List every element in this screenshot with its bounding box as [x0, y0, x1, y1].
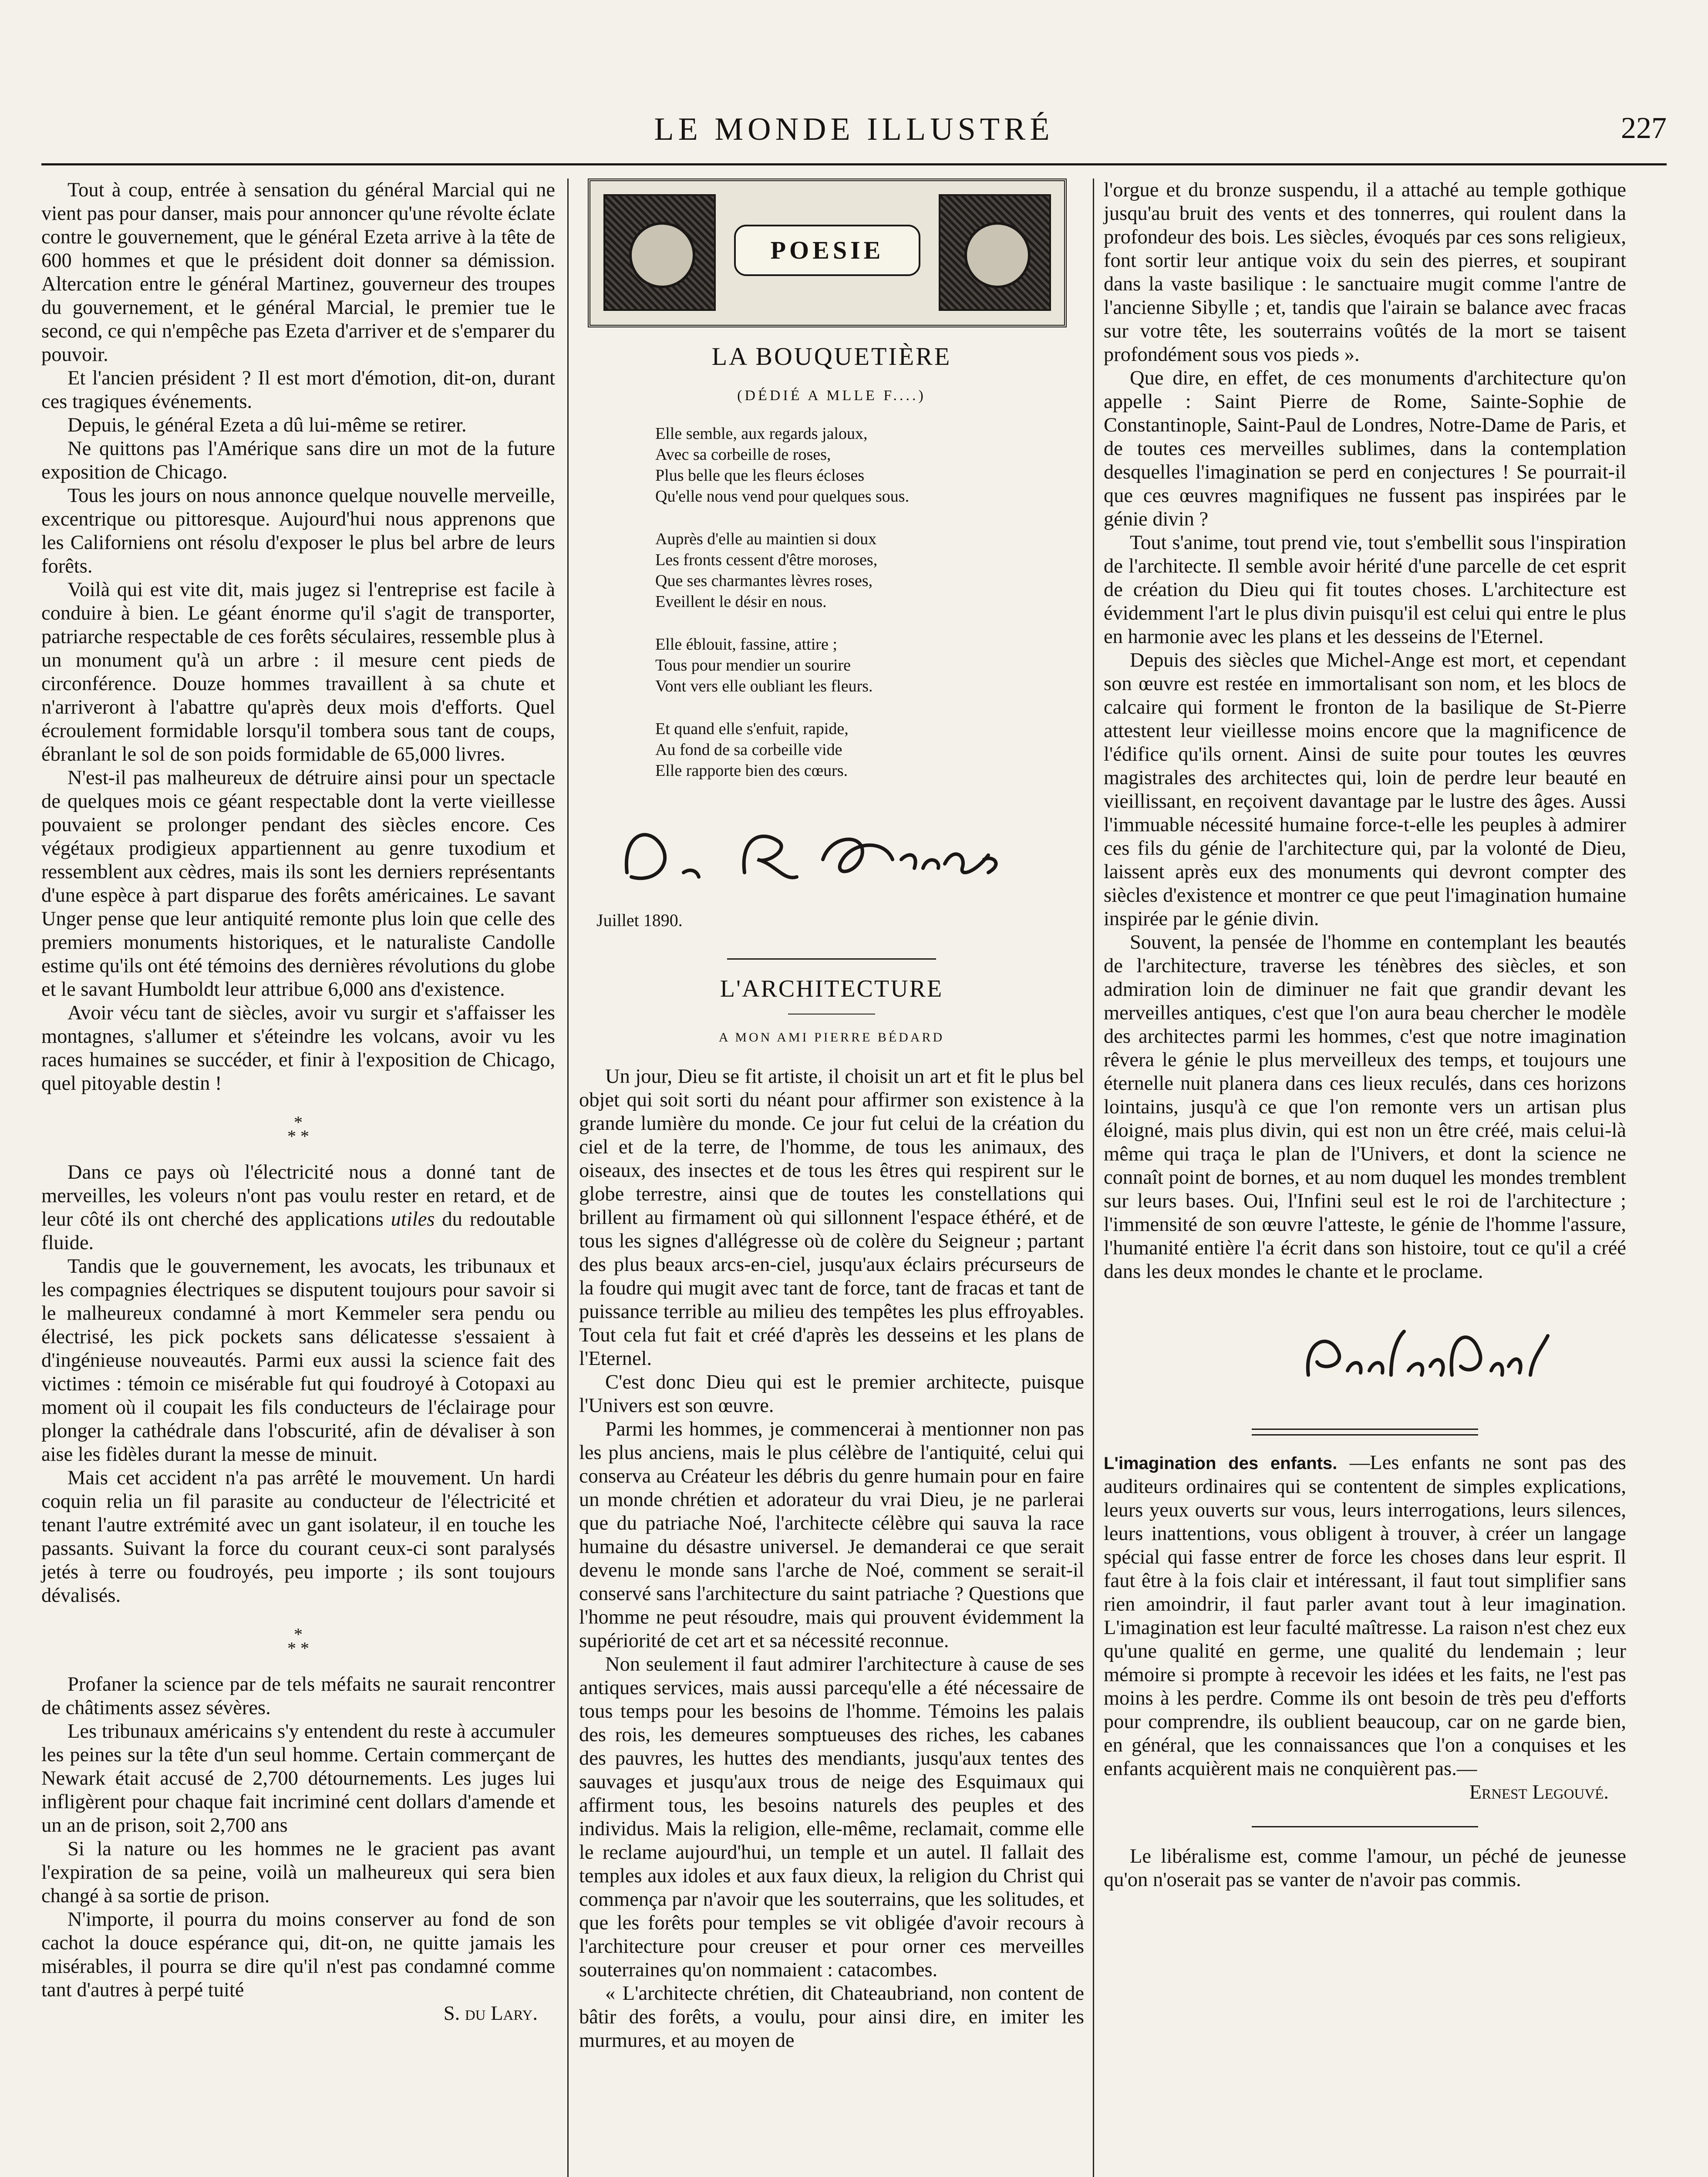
- ornament-right-icon: [939, 194, 1051, 311]
- paragraph: N'importe, il pourra du moins conserver au fond de son cachot la douce espérance qui, dit-on, ne quitte jamais les misérables, il pourra se dire qu'il n'est pas condamné comme tant d'autres à perpé tuité: [41, 1908, 555, 2001]
- emphasis: utiles: [391, 1208, 435, 1230]
- paragraph: Un jour, Dieu se fit artiste, il choisit un art et fit le plus bel objet qui soit sorti du néant pour affirmer son existence à la grande lumière du monde. Ce jour fut celui de la création du ciel et de la terre, de l'homme, de tous les animaux, des oiseaux, des insectes et de tous les êtres qui respirent sur le globe terrestre, ainsi que de toutes les constellations qui brillent au firmament où qui sillonnent l'espace éthéré, et de tous les signes d'allégresse où de colère du Seigneur ; partant des plus beaux arcs-en-ciel, jusqu'aux éclairs précurseurs de la foudre qui mugit avec tant de force, tant de fracas et tant de puissance terrible au milieu des tempêtes les plus effroyables. Tout cela fut fait et créé d'après les desseins et les plans de l'Eternel.: [579, 1065, 1084, 1370]
- verse-line: Auprès d'elle au maintien si doux: [655, 530, 877, 548]
- verse-line: Avec sa corbeille de roses,: [655, 445, 831, 464]
- handwritten-signature: [1104, 1310, 1626, 1397]
- verse-line: Elle rapporte bien des cœurs.: [655, 762, 848, 780]
- stanza: [655, 718, 1084, 781]
- paragraph: Depuis, le général Ezeta a dû lui-même se retirer.: [67, 414, 467, 436]
- text-fragment: Dans ce pays où l'électricité nous a donné tant de merveilles, les voleurs n'ont pas voulu rester en retard, et de leur côté ils ont cherché des applications: [41, 1161, 555, 1230]
- handwritten-signature: [579, 807, 1084, 894]
- verse-line: Elle éblouit, fassine, attire ;: [655, 635, 837, 654]
- author-signature: Ernest Legouvé.: [1469, 1781, 1609, 1803]
- paragraph: Tous les jours on nous annonce quelque nouvelle merveille, excentrique ou pittoresque. Aujourd'hui nous apprenons que les Californiens ont résolu d'exposer le plus bel arbre de leurs forêts.: [41, 485, 555, 577]
- paragraph: Ne quittons pas l'Amérique sans dire un mot de la future exposition de Chicago.: [41, 438, 555, 483]
- stanza: [655, 634, 1084, 697]
- verse-line: Elle semble, aux regards jaloux,: [655, 425, 868, 443]
- paragraph: Que dire, en effet, de ces monuments d'architecture qu'on appelle : Saint Pierre de Rome, Sainte-Sophie de Constantinople, Saint-Paul de Londres, Notre-Dame de Paris, et de toutes ces merveilles sublimes, dans la contemplation desquelles l'imagination se perd en conjectures ! Se pourrait-il que ces œuvres magnifiques ne fussent pas inspirées par le génie divin ?: [1104, 367, 1626, 530]
- paragraph: Non seulement il faut admirer l'architecture à cause de ses antiques services, mais aussi parcequ'elle a été nécessaire de tous temps pour les besoins de l'homme. Témoins les palais des rois, les demeures somptueuses des riches, les cabanes des pauvres, les huttes des mendiants, jusqu'aux tentes des sauvages et jusqu'aux trous de neige des Esquimaux qui affirment tous, les besoins naturels des peuples et des individus. Mais la religion, elle-même, reclamait, comme elle le reclame aujourd'hui, un temple et un autel. Il fallait des temples aux idoles et aux faux dieux, la religion du Christ qui commença par n'avoir que les souterrains, que les solitudes, et que les forêts pour temples se vit obligée d'avoir recours à l'architecture pour creuser et pour orner ces merveilles souterraines qu'on nommaient : catacombes.: [579, 1653, 1084, 1981]
- paragraph: Tout s'anime, tout prend vie, tout s'embellit sous l'inspiration de l'architecte. Il semble avoir hérité d'une parcelle de cet esprit de création du Dieu qui fit toutes choses. L'architecture est évidemment l'art le plus divin puisqu'il est celui qui entre le plus en harmonie avec les plans et les desseins de l'Eternel.: [1104, 532, 1626, 648]
- column-left: [41, 179, 555, 2025]
- section-separator: * * *: [287, 1624, 309, 1658]
- verse-line: Les fronts cessent d'être moroses,: [655, 551, 878, 569]
- section-separator: * * *: [287, 1112, 309, 1146]
- divider: [1252, 1429, 1478, 1430]
- verse-line: Et quand elle s'enfuit, rapide,: [655, 720, 849, 738]
- divider: [1252, 1826, 1478, 1827]
- column-right: [1104, 179, 1626, 1892]
- paragraph: C'est donc Dieu qui est le premier architecte, puisque l'Univers est son œuvre.: [579, 1371, 1084, 1417]
- text-fragment: —Les enfants ne sont pas des auditeurs ordinaires qui se contentent de simples explications, leurs yeux ouverts sur vous, leurs interrogations, leurs silences, leurs inattentions, vous obligent à trouver, à créer un langage spécial qui fasse entrer de force les choses dans leur esprit. Il faut être à la fois clair et intéressant, il faut tout simplifier sans rien amoindrir, il faut parler avant tout à leur imagination. L'imagination est leur faculté maîtresse. La raison n'est chez eux qu'une qualité en germe, une qualité du lendemain ; leur mémoire si prompte à recevoir les idées et les faits, ne l'est pas moins à les perdre. Comme ils ont besoin de très peu d'efforts pour comprendre, ils oublient beaucoup, car on ne garde bien, en général, que les connaissances que l'on a conquises et les enfants acquièrent mais ne conquièrent pas.—: [1104, 1452, 1626, 1780]
- paragraph: Tout à coup, entrée à sensation du général Marcial qui ne vient pas pour danser, mais pour annoncer qu'une révolte éclate contre le gouvernement, que le général Ezeta arrive à la tête de 600 hommes et que le président doit donner sa démission. Altercation entre le général Martinez, gouverneur des troupes du gouvernement, et le général Marcial, le premier tue le second, ce qui n'empêche pas Ezeta d'arriver et de s'emparer du pouvoir.: [41, 179, 555, 366]
- poem-title: LA BOUQUETIÈRE: [711, 342, 952, 371]
- poem-dedication: (DÉDIÉ A MLLE F....): [737, 388, 926, 404]
- text-fragment: du redoutable fluide.: [41, 1208, 555, 1254]
- verse-line: Au fond de sa corbeille vide: [655, 741, 842, 759]
- paragraph: Souvent, la pensée de l'homme en contemplant les beautés de l'architecture, traverse les ténèbres des siècles, et son admiration loin de diminuer ne fait que grandir devant les merveilles antiques, c'est que l'on aura beau chercher le modèle des architectes parmi les hommes, c'est que notre imagination rêvera le génie le plus merveilleux des temps, et toujours une éternelle nuit planera dans ces lieux reculés, dans ces horizons lointains, jusqu'à ce que l'on remonte vers un artisan plus éloigné, mais plus divin, qui est non un être créé, mais celui-là même qui traça le plan de l'Univers, et dont la science ne connaît point de bornes, et au nom duquel les mondes tremblent sur leurs bases. Oui, l'Infini seul est le roi de l'architecture ; l'immensité de son œuvre l'atteste, le génie de l'homme l'assure, l'humanité entière l'a écrit dans son histoire, tout ce qu'il a créé dans les deux mondes le chante et le proclame.: [1104, 931, 1626, 1283]
- section-lead: L'imagination des enfants.: [1104, 1454, 1337, 1473]
- banner-label: POESIE: [734, 225, 920, 276]
- divider: [727, 958, 936, 960]
- divider: [1252, 1434, 1478, 1436]
- paragraph: Parmi les hommes, je commencerai à mentionner non pas les plus anciens, mais le plus célèbre de l'antiquité, celui qui conserva au Créateur les débris du genre humain pour en faire un monde chrétien et adorateur du vrai Dieu, je ne parlerai que du patriache Noé, l'architecte célèbre qui sauva la race humaine du désastre universel. Je demanderai ce que serait devenu le monde sans l'arche de Noé, comment se serait-il conservé sans l'architecture du saint patriache ? Questions que l'homme ne peut résoudre, mais qui prouvent évidemment la supériorité de cet art et sa nécessité reconnue.: [579, 1418, 1084, 1652]
- paragraph: Et l'ancien président ? Il est mort d'émotion, dit-on, durant ces tragiques événements.: [41, 367, 555, 413]
- paragraph: Le libéralisme est, comme l'amour, un péché de jeunesse qu'on n'oserait pas se vanter de n'avoir pas commis.: [1104, 1845, 1626, 1891]
- paragraph: Mais cet accident n'a pas arrêté le mouvement. Un hardi coquin relia un fil parasite au conducteur de l'électricité et tenant l'autre extrémité avec un gant isolateur, il en touche les passants. Suivant la force du courant ceux-ci sont paralysés jetés à terre ou foudroyés, peu importe ; ils sont toujours dévalisés.: [41, 1467, 555, 1607]
- verse-line: Que ses charmantes lèvres roses,: [655, 572, 873, 590]
- paragraph: Profaner la science par de tels méfaits ne saurait rencontrer de châtiments assez sévères.: [41, 1673, 555, 1719]
- paragraph: [41, 1161, 555, 1255]
- page-number: 227: [1621, 111, 1667, 145]
- column-middle: [579, 179, 1084, 2052]
- ornament-left-icon: [603, 194, 716, 311]
- page-header: [41, 98, 1667, 165]
- author-signature: S. du Lary.: [443, 2002, 538, 2025]
- masthead: LE MONDE ILLUSTRÉ: [654, 111, 1054, 147]
- paragraph: Avoir vécu tant de siècles, avoir vu surgir et s'affaisser les montagnes, s'allumer et s'éteindre les volcans, avoir vu les races humaines se succéder, et finir à l'exposition de Chicago, quel pitoyable destin !: [41, 1002, 555, 1095]
- article-title: L'ARCHITECTURE: [720, 975, 943, 1002]
- verse-line: Vont vers elle oubliant les fleurs.: [655, 677, 873, 695]
- paragraph: « L'architecte chrétien, dit Chateaubriand, non content de bâtir des forêts, a voulu, pour ainsi dire, en imiter les murmures, et au moyen de: [579, 1982, 1084, 2052]
- paragraph: Tandis que le gouvernement, les avocats, les tribunaux et les compagnies électriques se disputent toujours pour savoir si le malheureux condamné à mort Kemmeler sera pendu ou électrisé, les pick pockets sans délicatesse s'essaient à d'ingénieuse nouveautés. Parmi eux aussi la science fait des victimes : témoin ce misérable fut qui foudroyé à Cotopaxi au moment où il coupait les fils conducteurs de l'éclairage pour plonger la cathédrale dans l'obscurité, afin de dévaliser à son aise les fidèles durant la messe de minuit.: [41, 1255, 555, 1466]
- paragraph: Si la nature ou les hommes ne le gracient pas avant l'expiration de sa peine, voilà un malheureux qui sera bien changé à sa sortie de prison.: [41, 1838, 555, 1907]
- paragraph: Les tribunaux américains s'y entendent du reste à accumuler les peines sur la tête d'un seul homme. Certain commerçant de Newark était accusé de 2,700 détournements. Les juges lui infligèrent pour chaque fait incriminé cent dollars d'amende et un an de prison, soit 2,700 ans: [41, 1720, 555, 1837]
- paragraph: N'est-il pas malheureux de détruire ainsi pour un spectacle de quelques mois ce géant respectable dont la verte vieillesse pouvaient se prolonger pendant des siècles encore. Ces végétaux prodigieux appartiennent au genre tuxodium et ressemblent aux cèdres, mais ils sont les derniers représentants d'une espèce à part disparue des forêts américaines. Le savant Unger pense que leur antiquité remonte plus loin que celle des premiers monuments historiques, et le naturaliste Candolle estime qu'ils ont été témoins des dernières révolutions du globe et le savant Humboldt leur attribue 6,000 ans d'existence.: [41, 767, 555, 1001]
- column-divider: [1093, 179, 1094, 2177]
- paragraph: Voilà qui est vite dit, mais jugez si l'entreprise est facile à conduire à bien. Le géant énorme qu'il s'agit de transporter, patriarche respectable de ces forêts séculaires, ressemble plus à un monument qu'à un arbre : il mesure cent pieds de circonférence. Douze hommes travaillent à sa chute et n'arriveront à l'abattre qu'après deux mois d'efforts. Quel écroulement formidable lorsqu'il tombera sous tant de coups, ébranlant le sol de son poids formidable de 65,000 livres.: [41, 579, 555, 765]
- article-dedication: A MON AMI PIERRE BÉDARD: [718, 1030, 945, 1045]
- verse-line: Eveillent le désir en nous.: [655, 593, 827, 611]
- stanza: [655, 529, 1084, 612]
- verse-line: Tous pour mendier un sourire: [655, 656, 851, 674]
- poetry-banner: [588, 179, 1067, 327]
- paragraph: Depuis des siècles que Michel-Ange est mort, et cependant son œuvre est restée en immortalisant son nom, et les blocs de calcaire qui forment le fronton de la basilique de St-Pierre attestent leur vieillesse moins encore que la magnificence de l'édifice qu'ils ornent. Ainsi de suite pour toutes les œuvres magistrales des architectes qui, loin de perdre leur beauté en vieillissant, en reçoivent davantage par le lustre des âges. Aussi l'immuable nécessité humaine force-t-elle les peuples à admirer ces fils du génie de l'architecture qui, par la volonté de Dieu, laissent après eux des monuments qui devront compter des siècles d'existence et montrer ce que peut l'imagination humaine inspirée par le génie divin.: [1104, 649, 1626, 930]
- stanza: [655, 423, 1084, 507]
- poem-date: Juillet 1890.: [596, 910, 683, 930]
- paragraph: [1104, 1451, 1626, 1781]
- verse-line: Plus belle que les fleurs écloses: [655, 466, 865, 485]
- paragraph: l'orgue et du bronze suspendu, il a attaché au temple gothique jusqu'au bruit des vents et des tonnerres, qui roulent dans la profondeur des bois. Les siècles, évoqués par ces sons religieux, font sortir leur antique voix du sein des pierres, et soupirant dans la vaste basilique : le sanctuaire mugit comme l'antre de l'ancienne Sibylle ; et, tandis que l'airain se balance avec fracas sur votre tête, les souterrains voûtés de la mort se taisent profondément sous vos pieds ».: [1104, 179, 1626, 366]
- verse-line: Qu'elle nous vend pour quelques sous.: [655, 487, 910, 505]
- column-divider: [567, 179, 569, 2177]
